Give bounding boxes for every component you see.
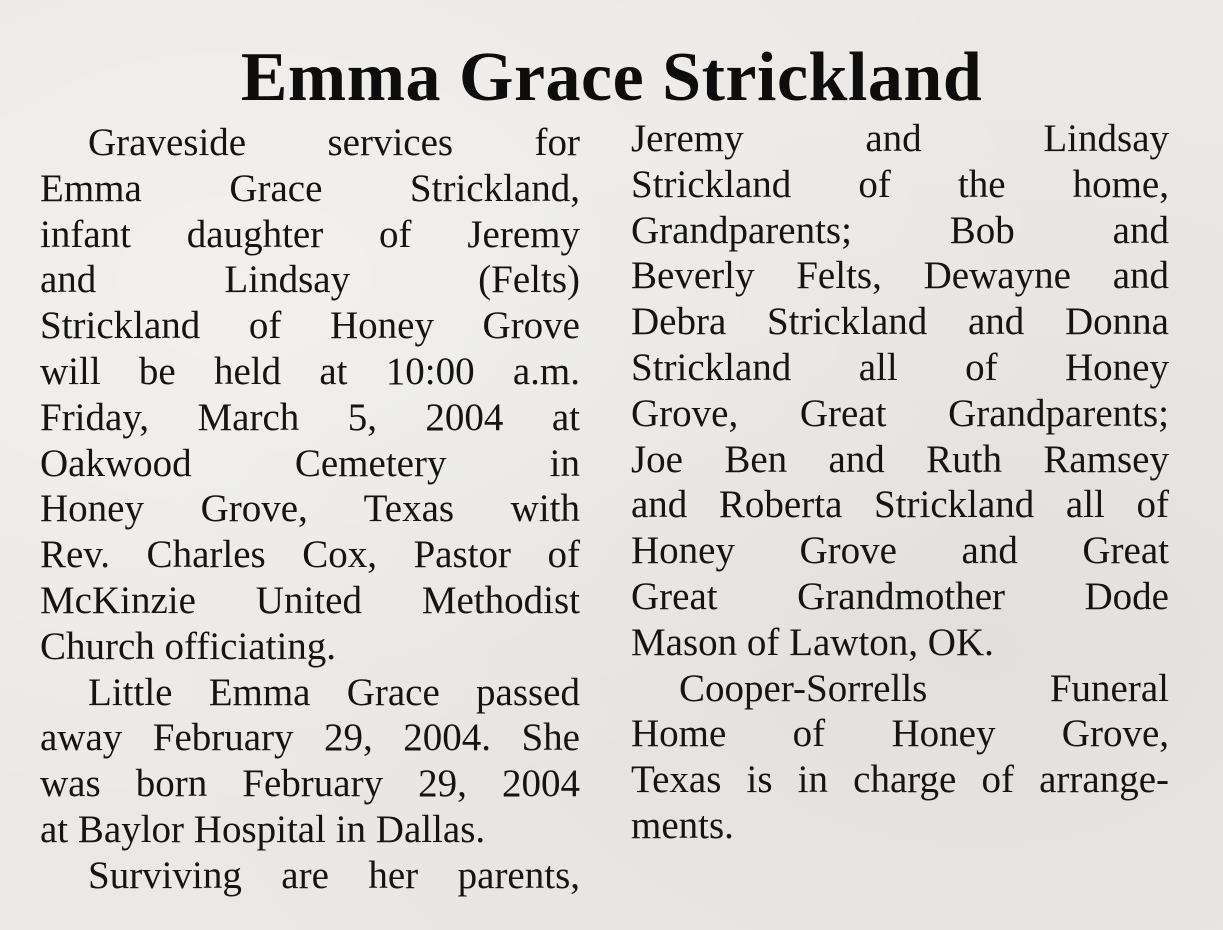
- text-line: at Baylor Hospital in Dallas.: [40, 807, 486, 851]
- text-line: Strickland all of Honey: [631, 345, 1169, 389]
- text-line: Surviving are her parents,: [88, 853, 580, 897]
- services-paragraph: [40, 120, 580, 670]
- text-line: Honey Grove and Great: [631, 529, 1169, 573]
- text-line: will be held at 10:00 a.m.: [40, 349, 580, 393]
- text-line: Grandparents; Bob and: [631, 208, 1169, 252]
- text-line: Oakwood Cemetery in: [40, 441, 580, 485]
- text-line: Home of Honey Grove,: [631, 712, 1169, 756]
- text-line: Strickland of the home,: [631, 162, 1169, 206]
- passing-paragraph: [40, 670, 580, 853]
- text-line: Strickland of Honey Grove: [40, 304, 580, 348]
- text-line: and Roberta Strickland all of: [631, 483, 1169, 527]
- text-line: Beverly Felts, Dewayne and: [631, 254, 1169, 298]
- text-line: Church officiating.: [40, 624, 337, 668]
- text-line: Debra Strickland and Donna: [631, 300, 1169, 344]
- text-line: ments.: [631, 803, 734, 847]
- text-line: Jeremy and Lindsay: [631, 117, 1169, 160]
- text-line: was born February 29, 2004: [40, 762, 580, 806]
- text-line: Texas is in charge of arrange-: [631, 758, 1169, 802]
- text-line: Mason of Lawton, OK.: [631, 620, 994, 664]
- text-line: Great Grandmother Dode: [631, 574, 1169, 618]
- text-line: Little Emma Grace passed: [88, 670, 580, 714]
- survivors-paragraph-continued: [631, 116, 1169, 666]
- text-line: Friday, March 5, 2004 at: [40, 395, 580, 439]
- text-line: Joe Ben and Ruth Ramsey: [631, 437, 1169, 481]
- funeral-home-paragraph: [631, 666, 1169, 849]
- survivors-paragraph-start: [40, 853, 580, 899]
- text-line: away February 29, 2004. She: [40, 716, 580, 760]
- text-line: infant daughter of Jeremy: [40, 212, 580, 256]
- text-line: Emma Grace Strickland,: [40, 166, 580, 210]
- text-line: Cooper-Sorrells Funeral: [679, 666, 1169, 710]
- text-line: McKinzie United Methodist: [40, 578, 580, 622]
- right-column: [631, 116, 1169, 849]
- left-column: [40, 120, 580, 899]
- text-line: Graveside services for: [88, 121, 580, 164]
- text-line: Rev. Charles Cox, Pastor of: [40, 533, 580, 577]
- text-line: and Lindsay (Felts): [40, 258, 580, 302]
- text-line: Grove, Great Grandparents;: [631, 391, 1169, 435]
- obituary-title: Emma Grace Strickland: [240, 39, 983, 116]
- text-line: Honey Grove, Texas with: [40, 487, 580, 531]
